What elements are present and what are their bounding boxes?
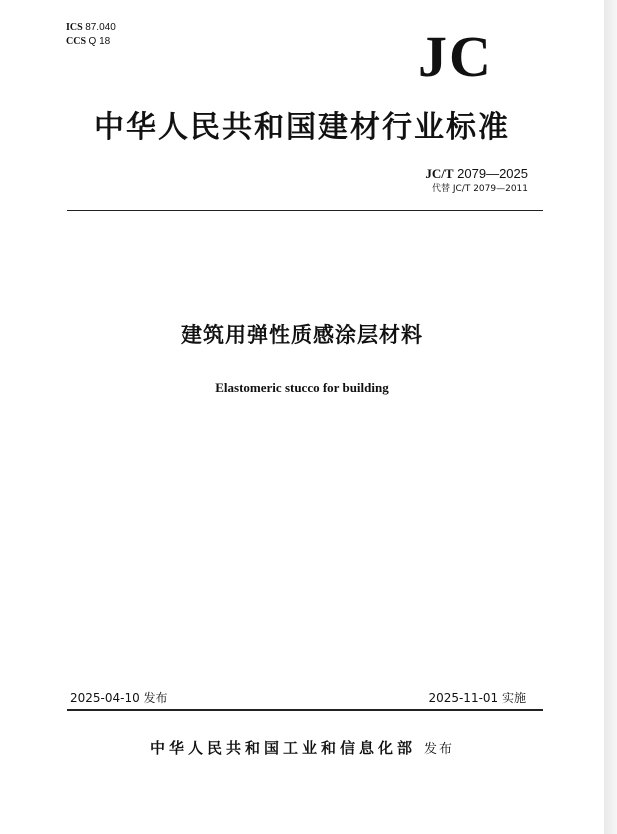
standard-number	[425, 166, 528, 182]
standard-number-value: 2079—2025	[457, 166, 528, 181]
ics-label: ICS	[66, 22, 83, 33]
publisher-suffix: 发布	[424, 742, 455, 757]
publisher	[0, 737, 604, 761]
replaces-standard: 代替 JC/T 2079—2011	[432, 184, 528, 194]
ics-code	[66, 21, 116, 35]
top-divider	[67, 210, 543, 211]
bottom-divider	[67, 709, 543, 711]
publisher-name: 中华人民共和国工业和信息化部	[149, 739, 416, 757]
ccs-label: CCS	[66, 36, 87, 47]
page-edge-shadow	[604, 0, 617, 834]
standard-number-block	[425, 166, 528, 196]
issue-date: 2025-04-10 发布	[70, 691, 168, 705]
english-title: Elastomeric stucco for building	[215, 380, 389, 395]
jc-logo: JC	[418, 24, 493, 89]
classification-codes	[66, 21, 116, 49]
standard-prefix: JC/T	[425, 166, 454, 181]
ccs-value: Q 18	[88, 36, 111, 47]
standard-category-title: 中华人民共和国建材行业标准	[94, 110, 510, 145]
ccs-code	[66, 35, 116, 49]
implementation-date: 2025-11-01 实施	[428, 691, 526, 705]
chinese-title: 建筑用弹性质感涂层材料	[181, 323, 423, 347]
ics-value: 87.040	[85, 22, 116, 33]
